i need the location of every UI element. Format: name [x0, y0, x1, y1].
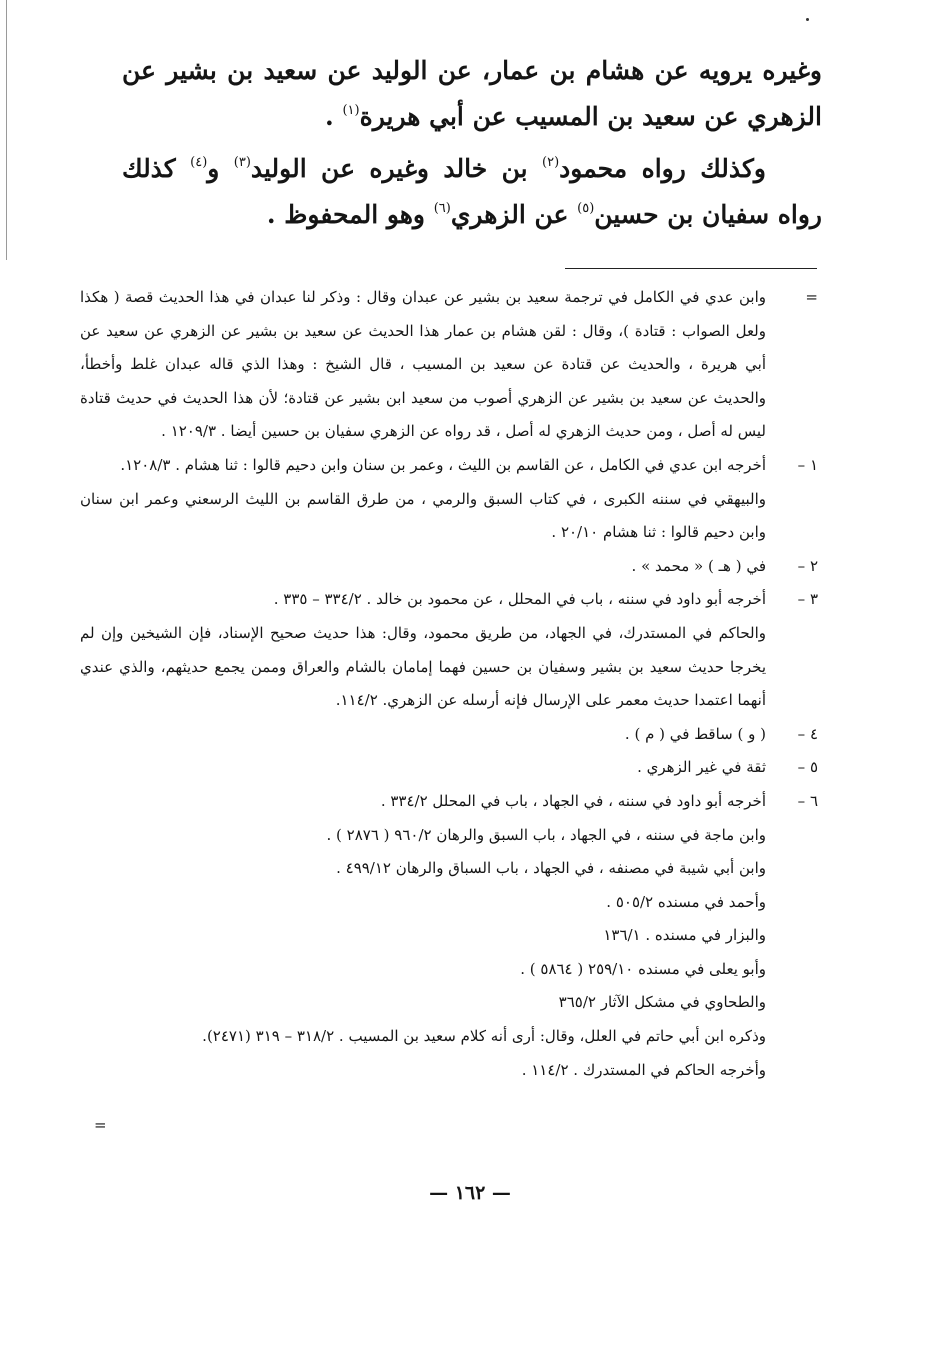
- footnote-text: وأبو يعلى في مسنده ٢٥٩/١٠ ( ٥٨٦٤ ) .: [520, 959, 766, 978]
- footnote-text: والبيهقي في سننه الكبرى ، في كتاب السبق والرمي ، من طرق القاسم بن الليث الرسعني وعمر ابن سنان وابن دحيم قالوا : ثنا هشام ٢٠/١٠ .: [80, 489, 766, 542]
- footnote-3: [80, 583, 818, 717]
- footnote-ref-2[interactable]: (٢): [542, 155, 560, 170]
- footnote-text: والحاكم في المستدرك، في الجهاد، من طريق محمود، وقال: هذا حديث صحيح الإسناد، فإن الشيخين وإن لم يخرجا حديث سعيد بن بشير وسفيان بن حسين فهما إمامان بالشام والعراق وممن يجمع حديثهم، والذي عندي أنهما اعتمدا حديث معمر على الإرسال فإنه أرسله عن الزهري. ١١٤/٢.: [80, 623, 766, 710]
- main-paragraph-1: وغيره يرويه عن هشام بن عمار، عن الوليد عن سعيد بن بشير عن الزهري عن سعيد بن المسيب عن أبي هريرة$^{(١)}$ .: [122, 56, 822, 131]
- footnote-number: ٤ –: [797, 724, 818, 743]
- footnote-text: ( و ) ساقط في ( م ) .: [624, 724, 766, 743]
- footnote-text: أخرجه أبو داود في سننه ، باب في المحلل ، عن محمود بن خالد . ٣٣٤/٢ – ٣٣٥ .: [273, 590, 766, 609]
- page-number: — ١٦٢ —: [429, 1182, 511, 1204]
- footnote-text: أخرجه أبو داود في سننه ، في الجهاد ، باب في المحلل ٣٣٤/٢ .: [380, 791, 766, 810]
- footnote-text: في ( هـ ) « محمد » .: [631, 556, 766, 575]
- footnote-text: وابن أبي شيبة في مصنفه ، في الجهاد ، باب السباق والرهان ٤٩٩/١٢ .: [336, 859, 766, 878]
- footnote-5: [80, 751, 818, 785]
- footnote-ref-3[interactable]: (٣): [233, 155, 251, 170]
- footnote-ref-1[interactable]: (١): [342, 103, 360, 118]
- footnote-6: [80, 785, 818, 1087]
- footnote-continuation: [80, 281, 818, 449]
- continuation-mark-end: =: [94, 1116, 107, 1134]
- footnote-1: [80, 449, 818, 550]
- footnote-text: والطحاوي في مشكل الآثار ٣٦٥/٢: [558, 993, 766, 1012]
- main-text: [122, 48, 822, 238]
- footnote-text: أخرجه ابن عدي في الكامل ، عن القاسم بن الليث ، وعمر بن سنان وابن دحيم قالوا : ثنا هشام . ١٢٠٨/٣.: [120, 455, 766, 474]
- footnote-ref-5[interactable]: (٥): [577, 201, 595, 216]
- footnote-text: والبزار في مسنده . ١٣٦/١: [603, 926, 766, 945]
- footnote-text: وأخرجه الحاكم في المستدرك . ١١٤/٢ .: [521, 1060, 766, 1079]
- main-paragraph-2: وكذلك رواه محمود$^{(٢)}$ بن خالد وغيره عن الوليد$^{(٣)}$ و$^{(٤)}$ كذلك رواه سفيان بن حسين$^{(٥)}$ عن الزهري$^{(٦)}$ وهو المحفوظ .: [122, 154, 822, 229]
- footnote-number: ٦ –: [797, 791, 818, 810]
- footnote-text: ثقة في غير الزهري .: [637, 758, 766, 777]
- scan-edge-line: [6, 0, 7, 260]
- footnote-2: [80, 550, 818, 584]
- footnote-separator: [565, 268, 817, 269]
- footnote-4: [80, 718, 818, 752]
- footnote-text: وابن ماجة في سننه ، في الجهاد ، باب السبق والرهان ٩٦٠/٢ ( ٢٨٧٦ ) .: [326, 825, 766, 844]
- footnote-text: وابن عدي في الكامل في ترجمة سعيد بن بشير عن عبدان وقال : وذكر لنا عبدان في هذا الحديث قصة ( هكذا ولعل الصواب : قتادة )، وقال : لقن هشام بن عمار هذا الحديث عن سعيد بن بشير عن الزهري عن سعيد عن أبي هريرة ، والحديث عن قتادة عن سعيد بن المسيب ، قال الشيخ : وهذا الذي قاله عبدان غلط وأخطأ، والحديث عن سعيد بن بشير عن الزهري أصوب من سعيد ابن بشير عن قتادة؛ لأن هذا الحديث في حديث قتادة ليس له أصل ، ومن حديث الزهري له أصل ، قد رواه عن الزهري سفيان بن حسين أيضا . ١٢٠٩/٣ .: [80, 288, 766, 441]
- continuation-mark: =: [805, 288, 818, 306]
- footnote-number: ٣ –: [797, 590, 818, 609]
- footnote-number: ٥ –: [797, 758, 818, 777]
- footnote-ref-6[interactable]: (٦): [433, 201, 451, 216]
- scan-speck: [806, 18, 809, 21]
- footnotes: [80, 281, 818, 1087]
- footnote-number: ٢ –: [797, 556, 818, 575]
- footnote-ref-4[interactable]: (٤): [190, 155, 208, 170]
- footnote-number: ١ –: [797, 455, 818, 474]
- footnote-text: وذكره ابن أبي حاتم في العلل، وقال: أرى أنه كلام سعيد بن المسيب . ٣١٨/٢ – ٣١٩ (٢٤٧١).: [202, 1027, 766, 1046]
- footnote-text: وأحمد في مسنده ٥٠٥/٢ .: [606, 892, 766, 911]
